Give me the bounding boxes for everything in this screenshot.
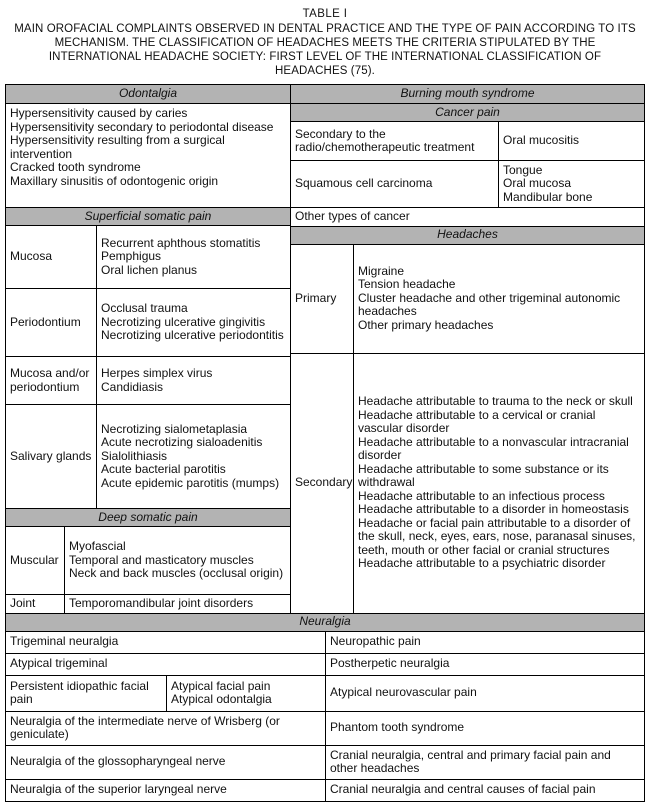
table-title-block (13, 7, 637, 78)
row-right: Atypical neurovascular pain (325, 676, 644, 711)
odontalgia-items (6, 103, 290, 207)
row-items (96, 226, 290, 288)
neuralgia-section (6, 613, 644, 801)
list-item: Acute epidemic parotitis (mumps) (101, 475, 280, 490)
row-left: Neuralgia of the glossopharyngeal nerve (10, 754, 226, 769)
list-item: Other primary headaches (358, 317, 494, 332)
row-secondary-headaches (291, 353, 644, 613)
list-item: Tension headache (358, 277, 456, 292)
row-items (64, 527, 290, 594)
row-muscular (6, 526, 290, 594)
list-item: Mandibular bone (503, 189, 593, 204)
list-item: Tongue (503, 162, 543, 177)
list-item: Neck and back muscles (occlusal origin) (69, 566, 284, 581)
list-item: Temporomandibular joint disorders (69, 596, 254, 610)
row-items (353, 354, 644, 613)
row-mucosa (6, 225, 290, 288)
list-item: Headache attributable to a psychiatric disorder (358, 556, 606, 571)
list-item: Headache attributable to a nonvascular intracranial disorder (358, 434, 629, 463)
row-right: Cranial neuralgia and central causes of facial pain (325, 780, 644, 801)
list-item: Maxillary sinusitis of odontogenic origin (10, 173, 219, 188)
list-item: Hypersensitivity resulting from a surgical intervention (10, 133, 225, 161)
row-primary-headaches (291, 244, 644, 353)
row-items (96, 357, 290, 404)
row-items (96, 289, 290, 356)
list-item: Atypical odontalgia (171, 692, 272, 706)
row-items (498, 122, 644, 160)
section-header-headaches: Headaches (291, 226, 644, 244)
row-label: Muscular (10, 552, 59, 567)
list-item: Pemphigus (101, 249, 162, 264)
row-items (498, 161, 644, 207)
row-label: Periodontium (10, 314, 81, 329)
list-item: Oral lichen planus (101, 262, 198, 277)
row-superior-laryngeal-neuralgia (6, 779, 644, 801)
list-item: Sialolithiasis (101, 448, 168, 463)
list-item: Recurrent aphthous stomatitis (101, 235, 261, 250)
row-label: Mucosa and/or periodontium (10, 366, 90, 394)
orofacial-complaints-table (5, 84, 645, 802)
list-item: Temporal and masticatory muscles (69, 552, 254, 567)
row-trigeminal-neuralgia (6, 631, 644, 653)
section-header-cancer-pain: Cancer pain (291, 103, 644, 121)
left-column (6, 85, 290, 613)
list-item: Headache attributable to a cervical or cranial vascular disorder (358, 407, 596, 436)
section-header-burning-mouth-syndrome: Burning mouth syndrome (291, 85, 644, 103)
list-item: Cluster headache and other trigeminal autonomic headaches (358, 290, 621, 319)
list-item: Headache attributable to trauma to the neck or skull (358, 394, 633, 409)
list-item: Acute necrotizing sialoadenitis (101, 435, 263, 450)
row-right: Postherpetic neuralgia (325, 654, 644, 675)
list-item: Oral mucosa (503, 176, 572, 191)
row-items (64, 595, 290, 613)
list-item: Migraine (358, 263, 405, 278)
list-item: Cracked tooth syndrome (10, 160, 141, 174)
row-right: Phantom tooth syndrome (325, 712, 644, 745)
row-label: Secondary to the radio/chemotherapeutic treatment (295, 126, 475, 154)
list-item: Headache attributable to an infectious process (358, 488, 605, 503)
row-other-types-of-cancer: Other types of cancer (291, 207, 644, 226)
row-right: Cranial neuralgia, central and primary facial pain and other headaches (325, 746, 644, 779)
row-label: Primary (295, 290, 337, 305)
row-label: Squamous cell carcinoma (295, 176, 433, 191)
section-header-superficial-somatic-pain: Superficial somatic pain (6, 207, 290, 225)
list-item: Acute bacterial parotitis (101, 462, 226, 477)
list-item: Herpes simplex virus (101, 366, 213, 380)
row-left-sub-items (166, 676, 325, 711)
list-item: Hypersensitivity caused by caries (10, 106, 188, 120)
row-left: Neuralgia of the superior laryngeal nerve (10, 782, 227, 797)
list-item: Necrotizing ulcerative gingivitis (101, 314, 266, 329)
row-glossopharyngeal-neuralgia (6, 745, 644, 779)
row-left: Atypical trigeminal (10, 656, 108, 671)
right-column (290, 85, 644, 613)
row-label: Mucosa (10, 249, 53, 264)
row-left: Persistent idiopathic facial pain (10, 678, 149, 706)
row-squamous-cell-carcinoma (291, 160, 644, 207)
row-left: Trigeminal neuralgia (10, 634, 119, 649)
row-left: Neuralgia of the intermediate nerve of Wrisberg (or geniculate) (10, 713, 280, 741)
row-label: Joint (10, 596, 36, 610)
row-items (96, 405, 290, 508)
list-item: Myofascial (69, 539, 126, 554)
row-persistent-idiopathic-facial-pain (6, 675, 644, 711)
table-upper-section (6, 85, 644, 613)
section-header-odontalgia: Odontalgia (6, 85, 290, 103)
row-radiotherapy (291, 121, 644, 160)
table-caption: MAIN OROFACIAL COMPLAINTS OBSERVED IN DENTAL PRACTICE AND THE TYPE OF PAIN ACCORDING TO ITS MECHANISM. THE CLASSIFICATION OF HEADACHES MEETS THE CRITERIA STIPULATED BY THE INTERNATIONAL HEADACHE SOCIETY: FIRST LEVEL OF THE INTERNATIONAL CLASSIFICATION OF HEADACHES (75). (14, 23, 636, 77)
section-header-neuralgia: Neuralgia (6, 613, 644, 631)
row-label: Salivary glands (10, 448, 92, 463)
row-left-split (6, 676, 325, 711)
row-wrisberg-neuralgia (6, 711, 644, 745)
list-item: Necrotizing ulcerative periodontitis (101, 328, 284, 343)
list-item: Atypical facial pain (171, 678, 271, 693)
list-item: Hypersensitivity secondary to periodontal disease (10, 119, 274, 134)
row-mucosa-periodontium (6, 356, 290, 404)
row-atypical-trigeminal (6, 653, 644, 675)
list-item: Headache attributable to some substance or its withdrawal (358, 461, 609, 490)
section-header-deep-somatic-pain: Deep somatic pain (6, 508, 290, 526)
table-label: TABLE I (302, 8, 348, 20)
list-item: Occlusal trauma (101, 301, 188, 316)
list-item: Necrotizing sialometaplasia (101, 421, 248, 436)
row-right: Neuropathic pain (325, 632, 644, 653)
list-item: Oral mucositis (503, 133, 580, 148)
row-salivary-glands (6, 404, 290, 508)
row-periodontium (6, 288, 290, 356)
list-item: Headache attributable to a disorder in homeostasis (358, 502, 629, 517)
row-label: Secondary (295, 475, 353, 490)
list-item: Headache or facial pain attributable to a disorder of the skull, neck, eyes, ears, nose, paranasal sinuses, teeth, mouth or other facial or cranial structures (358, 515, 636, 557)
row-joint (6, 594, 290, 613)
row-items (353, 245, 644, 353)
list-item: Candidiasis (101, 379, 164, 394)
